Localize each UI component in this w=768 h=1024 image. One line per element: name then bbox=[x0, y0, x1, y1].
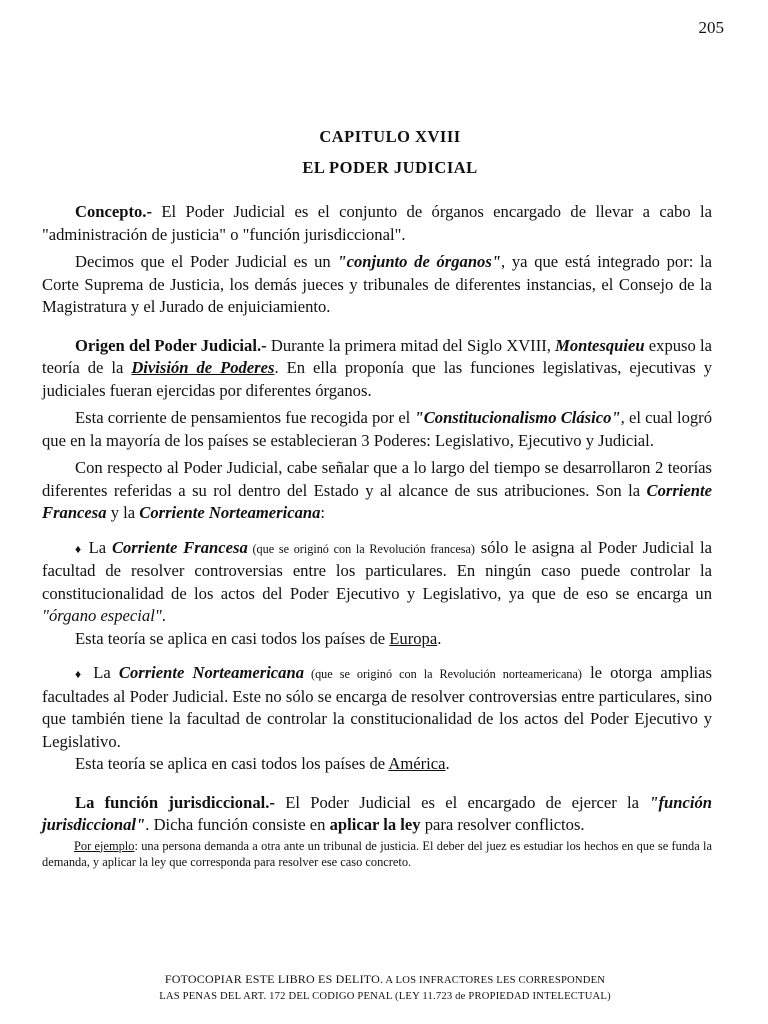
norteamericana-applies-place: América bbox=[388, 754, 446, 773]
norteamericana-applies-text: Esta teoría se aplica en casi todos los países de bbox=[75, 754, 389, 773]
example-label: Por ejemplo bbox=[74, 838, 135, 853]
norteamericana-la: La bbox=[85, 663, 119, 682]
origen-text-2: expuso la teoría de la bbox=[42, 335, 712, 377]
francesa-applies-end: . bbox=[437, 628, 442, 648]
funcion-emphasis: "función jurisdiccional" bbox=[42, 792, 712, 834]
pensamientos-emphasis: "Constitucionalismo Clásico" bbox=[414, 408, 621, 427]
pensamientos-text-2: , el cual logró que en la mayoría de los países se establecieran 3 Poderes: Legislativo, Ejecutivo y Judicial. bbox=[42, 408, 712, 450]
origen-label: Origen del Poder Judicial.- bbox=[75, 335, 267, 355]
footer-warning-cont: A LOS INFRACTORES LES CORRESPONDEN bbox=[383, 975, 606, 986]
francesa-applies-place: Europa bbox=[389, 628, 438, 648]
concepto-text: El Poder Judicial es el conjunto de órganos encargado de llevar a cabo la "administración de justicia" o "función jurisdiccional". bbox=[42, 202, 712, 244]
diamond-bullet-icon: ♦ bbox=[75, 541, 83, 556]
respecto-corriente-norteamericana: Corriente Norteamericana bbox=[139, 503, 321, 522]
funcion-label: La función jurisdiccional.- bbox=[75, 792, 275, 812]
francesa-organo-especial: "órgano especial" bbox=[42, 606, 162, 625]
funcion-text-1: El Poder Judicial es el encargado de ejercer la bbox=[274, 792, 650, 812]
francesa-text-1: sólo le asigna al Poder Judicial la facultad de resolver controversias entre los particulares. En ningún caso puede controlar la constitucionalidad de los actos del Poder Ejecutivo y Legislativo, ya que de eso se encarga un bbox=[42, 537, 712, 603]
funcion-aplicar-ley: aplicar la ley bbox=[329, 815, 421, 834]
decimos-text-2: , ya que está integrado por: la Corte Suprema de Justicia, los demás jueces y tribunales de diferentes instancias, el Consejo de la Magistratura y el Jurado de enjuiciamiento. bbox=[42, 252, 713, 316]
origen-author: Montesquieu bbox=[555, 335, 645, 355]
example-text: : una persona demanda a otra ante un tribunal de justicia. El deber del juez es estudiar los hechos en que se funda la demanda, y aplicar la ley que corresponda para resolver ese caso concreto. bbox=[42, 838, 712, 869]
pensamientos-text-1: Esta corriente de pensamientos fue recogida por el bbox=[75, 408, 415, 427]
concepto-label: Concepto.- bbox=[75, 202, 152, 221]
respecto-text-1: Con respecto al Poder Judicial, cabe señalar que a lo largo del tiempo se desarrollaron 2 teorías diferentes referidas a su rol dentro del Estado y al alcance de sus atribuciones. Son la bbox=[42, 458, 712, 500]
norteamericana-name: Corriente Norteamericana bbox=[118, 663, 304, 682]
paragraph-corriente-pensamientos bbox=[42, 407, 712, 452]
francesa-name: Corriente Francesa bbox=[111, 537, 248, 557]
decimos-text-1: Decimos que el Poder Judicial es un bbox=[75, 252, 338, 271]
paragraph-concepto bbox=[42, 201, 712, 246]
diamond-bullet-icon: ♦ bbox=[75, 667, 86, 681]
origen-theory: División de Poderes bbox=[131, 358, 275, 377]
paragraph-origen bbox=[42, 335, 712, 403]
francesa-text-2: . bbox=[161, 606, 166, 625]
body-text bbox=[42, 201, 712, 871]
origen-text-1: Durante la primera mitad del Siglo XVIII, bbox=[266, 335, 556, 355]
paragraph-norteamericana-applies bbox=[42, 753, 712, 776]
chapter-title: EL PODER JUDICIAL bbox=[302, 158, 478, 177]
chapter-heading bbox=[0, 127, 768, 178]
francesa-note: (que se originó con la Revolución francesa) bbox=[247, 541, 475, 556]
francesa-applies-text: Esta teoría se aplica en casi todos los países de bbox=[75, 628, 390, 648]
copyright-footer bbox=[60, 971, 710, 1005]
footer-warning: FOTOCOPIAR ESTE LIBRO ES DELITO. bbox=[164, 972, 384, 986]
respecto-text-3: : bbox=[320, 503, 326, 522]
paragraph-funcion bbox=[42, 792, 712, 837]
paragraph-decimos bbox=[42, 251, 712, 319]
paragraph-norteamericana bbox=[42, 662, 712, 753]
origen-text-3: . En ella proponía que las funciones legislativas, ejecutivas y judiciales fueran ejercidas por diferentes órganos. bbox=[42, 358, 713, 400]
francesa-la: La bbox=[82, 537, 112, 557]
example-note bbox=[42, 838, 712, 871]
norteamericana-text-1: le otorga amplias facultades al Poder Judicial. Este no sólo se encarga de resolver controversias entre particulares, sino que también tiene la facultad de controlar la constitucionalidad de los actos del Poder Ejecutivo y Legislativo. bbox=[42, 663, 712, 751]
footer-line-2: LAS PENAS DEL ART. 172 DEL CODIGO PENAL (LEY 11.723 de PROPIEDAD INTELECTUAL) bbox=[159, 991, 611, 1002]
paragraph-respecto bbox=[42, 457, 712, 525]
respecto-corriente-francesa: Corriente Francesa bbox=[42, 480, 712, 522]
norteamericana-note: (que se originó con la Revolución norteamericana) bbox=[304, 667, 582, 681]
paragraph-francesa-applies bbox=[42, 628, 712, 651]
funcion-text-2: . Dicha función consiste en bbox=[145, 815, 330, 834]
funcion-text-3: para resolver conflictos. bbox=[420, 815, 585, 834]
paragraph-francesa bbox=[42, 537, 712, 628]
footer-line-1 bbox=[60, 971, 710, 989]
chapter-number: CAPITULO XVIII bbox=[319, 127, 461, 146]
norteamericana-applies-end: . bbox=[445, 754, 450, 773]
respecto-text-2: y la bbox=[106, 503, 140, 522]
decimos-emphasis: "conjunto de órganos" bbox=[337, 252, 502, 271]
page-number: 205 bbox=[698, 18, 724, 37]
